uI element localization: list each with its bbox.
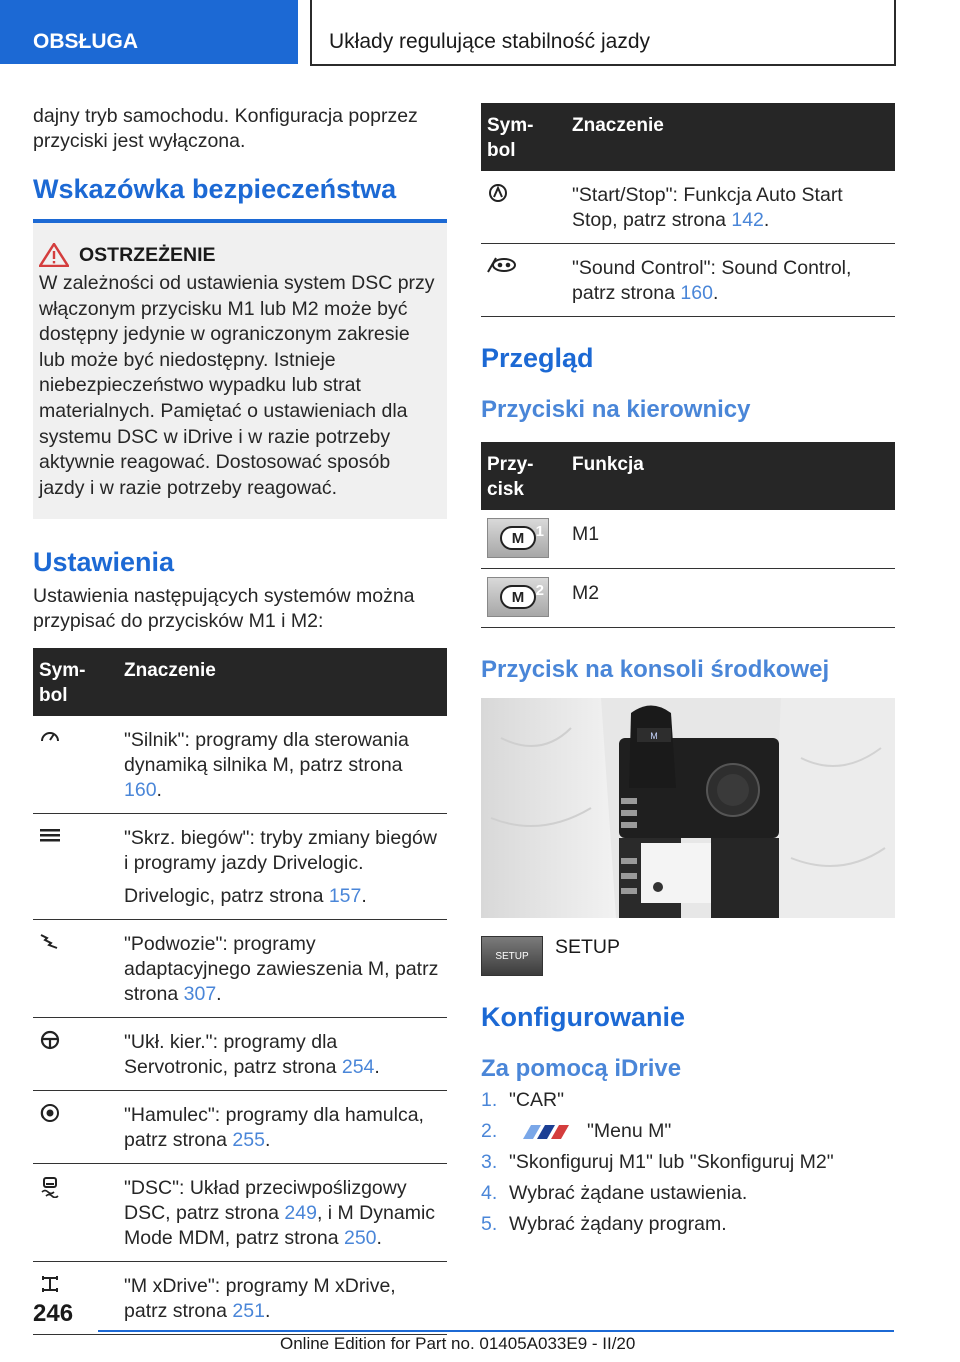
center-console-photo: [481, 698, 895, 918]
row-text-end: .: [264, 1300, 271, 1323]
config-heading: Konfigurowanie: [481, 1002, 685, 1032]
step-text: "CAR": [509, 1089, 565, 1111]
row-text: "DSC": Układ przeciwpoślizgowy DSC, patrz strona: [124, 1177, 407, 1225]
page-link[interactable]: 250: [343, 1227, 377, 1250]
warning-header: [39, 243, 441, 267]
m-stripes-icon: [519, 1123, 577, 1141]
table-row: [33, 920, 447, 1018]
m2-button-image: [487, 577, 549, 617]
warning-triangle-icon: [39, 243, 69, 267]
list-item: [481, 1116, 895, 1147]
page-number: 246: [33, 1300, 74, 1327]
m-logo-icon: M: [500, 585, 536, 609]
row-subtext: [124, 884, 441, 909]
table-row: [33, 1262, 447, 1335]
row-text: "Silnik": programy dla sterowania dynamiką silnika M, patrz strona: [124, 729, 409, 777]
row-text: "Start/Stop": Funkcja Auto Start Stop, patrz strona: [572, 184, 843, 231]
col-button-header: Przy- cisk: [481, 442, 566, 510]
step-text: "Skonfiguruj M1" lub "Skonfiguruj M2": [509, 1151, 834, 1173]
console-button-heading: Przycisk na konsoli środkowej: [481, 656, 830, 683]
col-function-header: Funkcja: [566, 442, 895, 510]
m1-button-image: [487, 518, 549, 558]
xdrive-icon: [39, 1274, 61, 1294]
button-superscript: 2: [535, 582, 544, 599]
right-column: [481, 103, 895, 1240]
page-link[interactable]: 157: [328, 885, 362, 908]
setup-button-image: SETUP: [481, 936, 543, 976]
page-link[interactable]: 307: [183, 983, 217, 1006]
row-text-end: .: [763, 209, 770, 231]
step-number: 2.: [481, 1120, 498, 1142]
row-text-end: .: [374, 1056, 380, 1079]
row-text: "Podwozie": programy adaptacyjnego zawieszenia M, patrz strona: [124, 933, 439, 1006]
list-item: [481, 1085, 895, 1116]
row-text-end: .: [156, 779, 162, 802]
step-text: Wybrać żądany program.: [509, 1213, 727, 1235]
row-text-mid: , i M Dynamic Mode MDM, patrz strona: [124, 1202, 436, 1250]
m-logo-icon: M: [500, 526, 536, 550]
warning-text: W zależności od ustawienia system DSC przy włączonym przycisku M1 lub M2 może być dostępny jedynie w ograniczonym zakresie lub może być niedostępny. Istnieje niebezpieczeństwo wypadku lub strat materialnych. Pamiętać o ustawieniach dla systemu DSC w iDrive i w razie potrzeby aktywnie reagować. Dostosować sposób jazdy i w razie potrzeby reagować.: [39, 272, 435, 499]
col-meaning-header: Znaczenie: [118, 648, 447, 716]
settings-table-continued: [481, 103, 895, 317]
brake-icon: [39, 1103, 61, 1123]
button-superscript: 1: [535, 523, 544, 540]
table-row: [481, 510, 895, 569]
footer-rule: [98, 1330, 894, 1332]
col-symbol-header: Sym- bol: [33, 648, 118, 716]
table-row: [33, 1164, 447, 1262]
row-text: "Sound Control": Sound Control, patrz strona: [572, 257, 852, 304]
row-text-end: .: [264, 1129, 271, 1152]
list-item: [481, 1178, 895, 1209]
table-row: [481, 171, 895, 244]
col-symbol-header: Sym- bol: [481, 103, 566, 171]
function-label: M2: [566, 569, 895, 628]
step-text: "Menu M": [587, 1120, 672, 1142]
page-title: Układy regulujące stabilność jazdy: [310, 0, 896, 66]
step-text: Wybrać żądane ustawienia.: [509, 1182, 748, 1204]
section-tab: OBSŁUGA: [0, 0, 298, 64]
table-row: [481, 244, 895, 317]
overview-heading: Przegląd: [481, 343, 594, 373]
col-meaning-header: Znaczenie: [566, 103, 895, 171]
wheel-buttons-heading: Przyciski na kierownicy: [481, 396, 751, 423]
sound-control-icon: [487, 256, 517, 274]
table-row: [33, 814, 447, 920]
setup-row: [481, 936, 895, 976]
row-text-end: .: [216, 983, 222, 1006]
start-stop-icon: [487, 183, 509, 203]
page-link[interactable]: 249: [284, 1202, 317, 1225]
page-link[interactable]: 160: [124, 779, 157, 802]
warning-title: OSTRZEŻENIE: [79, 243, 216, 266]
row-text-end: .: [376, 1227, 382, 1250]
settings-table: [33, 648, 447, 1335]
row-text: "Skrz. biegów": tryby zmiany biegów i programy jazdy Drivelogic.: [124, 827, 437, 875]
step-number: 1.: [481, 1089, 498, 1111]
table-row: [33, 716, 447, 814]
table-row: [33, 1091, 447, 1164]
list-item: [481, 1209, 895, 1240]
list-item: [481, 1147, 895, 1178]
page-link[interactable]: 255: [232, 1129, 265, 1152]
svg-text:M: M: [650, 731, 658, 741]
intro-paragraph: dajny tryb samochodu. Konfiguracja poprzez przyciski jest wyłączona.: [33, 105, 418, 152]
settings-paragraph: Ustawienia następujących systemów można przypisać do przycisków M1 i M2:: [33, 585, 415, 633]
safety-heading: Wskazówka bezpieczeństwa: [33, 174, 397, 204]
table-row: [33, 1018, 447, 1091]
center-console-image: [481, 698, 895, 918]
row-text-end: .: [712, 282, 719, 304]
wheel-buttons-table: [481, 442, 895, 628]
suspension-icon: [39, 932, 61, 950]
settings-heading: Ustawienia: [33, 547, 175, 578]
row-text: "Hamulec": programy dla hamulca, patrz strona: [124, 1104, 424, 1152]
idrive-heading: Za pomocą iDrive: [481, 1055, 682, 1082]
row-text: "M xDrive": programy M xDrive, patrz strona: [124, 1275, 396, 1323]
page-link[interactable]: 254: [341, 1056, 375, 1079]
function-label: M1: [566, 510, 895, 569]
setup-label: SETUP: [555, 936, 621, 958]
page-link[interactable]: 142: [731, 209, 764, 231]
page-link[interactable]: 160: [680, 282, 713, 304]
gearbox-icon: [39, 826, 61, 844]
step-number: 3.: [481, 1151, 498, 1173]
row-text: "Ukł. kier.": programy dla Servotronic, patrz strona: [124, 1031, 342, 1079]
step-number: 5.: [481, 1213, 498, 1235]
step-number: 4.: [481, 1182, 498, 1204]
config-steps: [481, 1085, 895, 1240]
engine-icon: [39, 728, 61, 746]
steering-icon: [39, 1030, 61, 1050]
left-column: [33, 104, 447, 1335]
edition-note: Online Edition for Part no. 01405A033E9 - II/20: [280, 1334, 636, 1353]
row-subtext-body: Drivelogic, patrz strona: [124, 885, 329, 908]
warning-box: [33, 223, 447, 519]
table-row: [481, 569, 895, 628]
page-link[interactable]: 251: [232, 1300, 265, 1323]
dsc-icon: [39, 1176, 61, 1198]
row-subtext-end: .: [361, 885, 367, 908]
